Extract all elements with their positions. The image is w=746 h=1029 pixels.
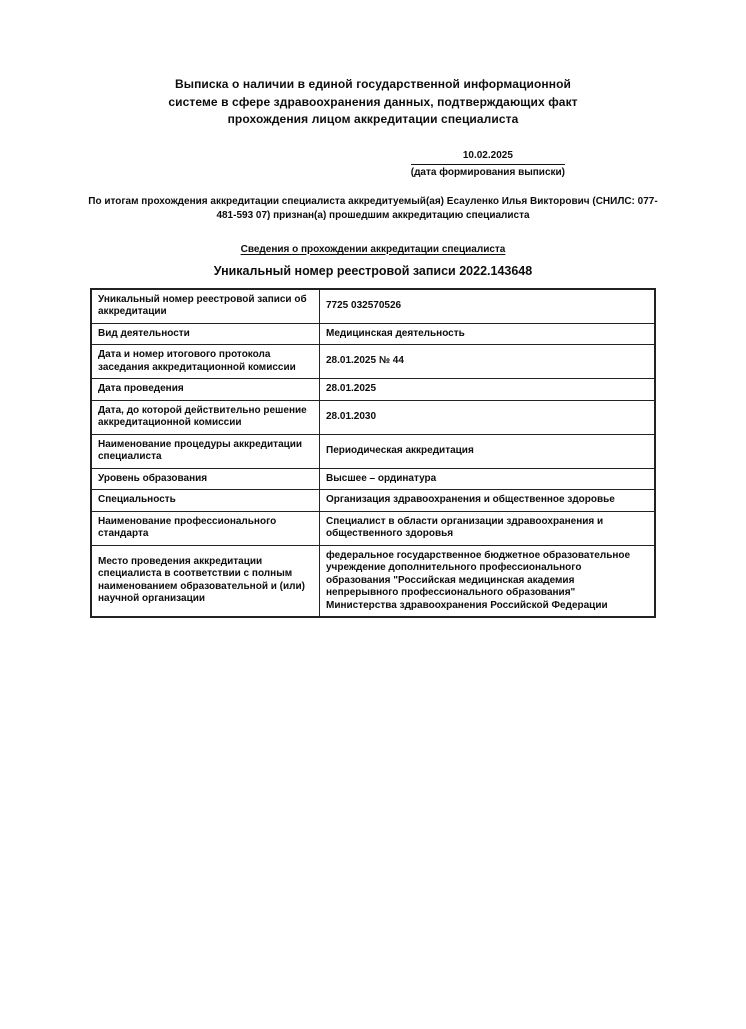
table-row — [91, 323, 655, 345]
row-label: Дата и номер итогового протокола заседания аккредитационной комиссии — [91, 345, 320, 379]
document-title-line: Выписка о наличии в единой государственной информационной — [174, 77, 572, 91]
date-caption: (дата формирования выписки) — [410, 166, 565, 178]
row-value: Специалист в области организации здравоохранения и общественного здоровья — [320, 511, 656, 545]
table-row — [91, 434, 655, 468]
table-row — [91, 400, 655, 434]
section-heading: Сведения о прохождении аккредитации специалиста — [240, 243, 506, 255]
row-value: 28.01.2025 — [320, 379, 656, 401]
row-value: Медицинская деятельность — [320, 323, 656, 345]
row-value: 28.01.2030 — [320, 400, 656, 434]
row-label: Дата проведения — [91, 379, 320, 401]
row-label: Вид деятельности — [91, 323, 320, 345]
intro-paragraph: По итогам прохождения аккредитации специалиста аккредитуемый(ая) Есауленко Илья Викторович (СНИЛС: 077-481-593 07) признан(а) прошедшим аккредитацию специалиста — [88, 195, 658, 221]
row-label: Дата, до которой действительно решение аккредитационной комиссии — [91, 400, 320, 434]
extract-date: 10.02.2025 — [411, 150, 565, 165]
accreditation-table-body — [91, 289, 655, 618]
row-value: Периодическая аккредитация — [320, 434, 656, 468]
document-title — [0, 76, 746, 129]
record-number-heading: Уникальный номер реестровой записи 2022.143648 — [213, 263, 533, 278]
date-block — [411, 150, 565, 179]
row-label: Уровень образования — [91, 468, 320, 490]
row-value: Высшее – ординатура — [320, 468, 656, 490]
table-row — [91, 345, 655, 379]
table-row — [91, 379, 655, 401]
row-label: Уникальный номер реестровой записи об аккредитации — [91, 289, 320, 324]
table-row — [91, 468, 655, 490]
row-label: Специальность — [91, 490, 320, 512]
table-row — [91, 289, 655, 324]
row-value: Организация здравоохранения и общественное здоровье — [320, 490, 656, 512]
table-row — [91, 511, 655, 545]
row-value: 7725 032570526 — [320, 289, 656, 324]
document-title-line: системе в сфере здравоохранения данных, подтверждающих факт — [168, 94, 578, 109]
row-value: 28.01.2025 № 44 — [320, 345, 656, 379]
row-value: федеральное государственное бюджетное образовательное учреждение дополнительного профессионального образования "Российская медицинская академия непрерывного профессионального образования" Министерства здравоохранения Российской Федерации — [320, 545, 656, 617]
table-row — [91, 490, 655, 512]
document-title-line: прохождения лицом аккредитации специалиста — [227, 112, 519, 126]
row-label: Наименование профессионального стандарта — [91, 511, 320, 545]
row-label: Наименование процедуры аккредитации специалиста — [91, 434, 320, 468]
accreditation-table — [90, 288, 656, 619]
row-label: Место проведения аккредитации специалиста в соответствии с полным наименованием образовательной и (или) научной организации — [91, 545, 320, 617]
table-row — [91, 545, 655, 617]
